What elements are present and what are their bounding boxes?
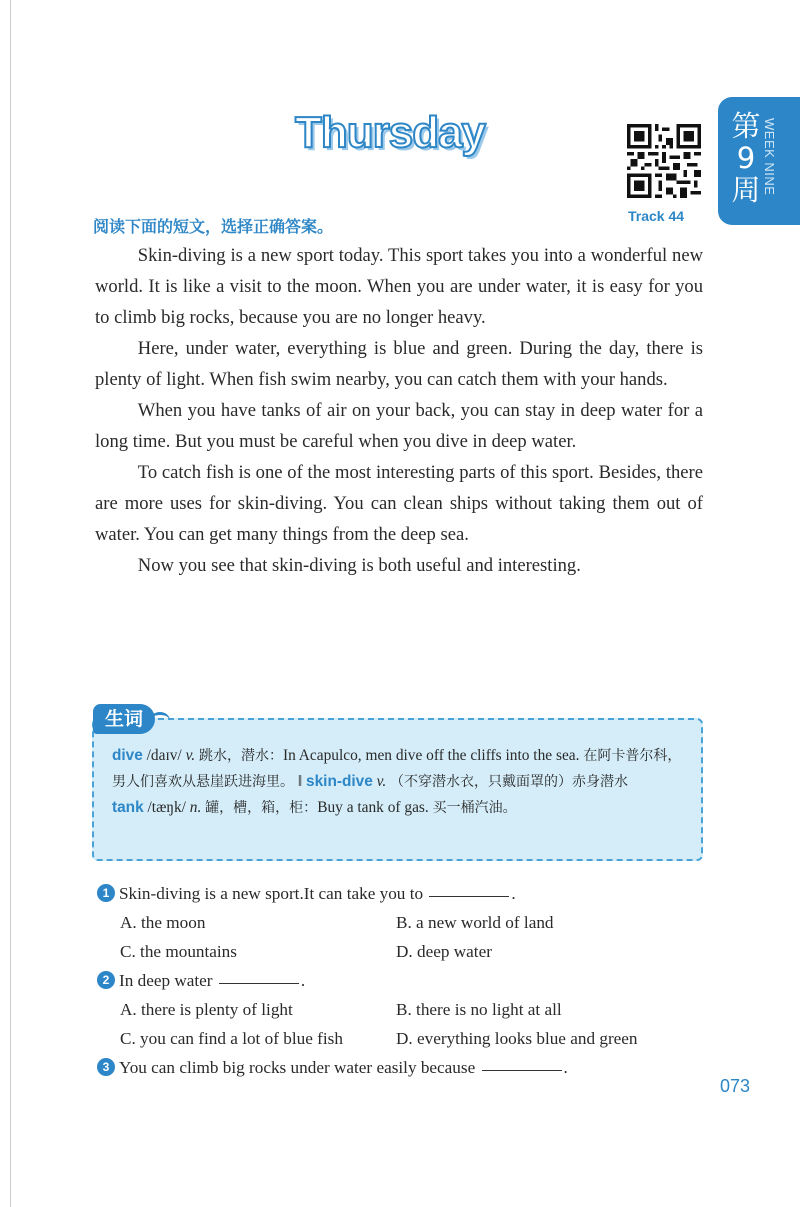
vocab-meaning: 跳水，潜水： bbox=[198, 748, 283, 764]
question-text: In deep water bbox=[119, 971, 213, 990]
passage-paragraph: When you have tanks of air on your back, you can stay in deep water for a long time. But you must be careful when you dive in deep water. bbox=[95, 400, 703, 452]
question-text-end: . bbox=[563, 1058, 568, 1077]
question-number: 1 bbox=[97, 884, 115, 902]
vocab-entry-tank bbox=[112, 795, 692, 821]
vocab-sub-pos: v. bbox=[376, 773, 387, 790]
vocab-sub-meaning: （不穿潜水衣，只戴面罩的）赤身潜水 bbox=[390, 774, 629, 790]
margin-line bbox=[10, 0, 11, 1207]
passage-paragraph: Now you see that skin-diving is both useful and interesting. bbox=[137, 555, 581, 576]
instruction: 阅读下面的短文，选择正确答案。 bbox=[93, 217, 334, 236]
question-number: 3 bbox=[97, 1058, 115, 1076]
answer-blank[interactable] bbox=[429, 895, 509, 897]
vocab-meaning: 罐，槽，箱，柜： bbox=[205, 800, 318, 816]
vocab-example-translation: 买一桶汽油。 bbox=[432, 800, 517, 816]
week-tab-en: WEEK NINE bbox=[762, 118, 777, 196]
vocab-example: Buy a tank of gas. bbox=[317, 799, 429, 816]
option-b[interactable]: B. there is no light at all bbox=[396, 1000, 562, 1019]
option-b[interactable]: B. a new world of land bbox=[396, 913, 554, 932]
vocabulary-entries bbox=[112, 743, 692, 821]
vocab-separator: ‖ bbox=[297, 773, 303, 790]
option-d[interactable]: D. deep water bbox=[396, 942, 492, 961]
question-2 bbox=[97, 971, 305, 991]
option-a[interactable]: A. there is plenty of light bbox=[120, 1000, 293, 1019]
passage-paragraph: To catch fish is one of the most interesting parts of this sport. Besides, there are more uses for skin-diving. You can clean ships without taking them out of water. You can get many things from the deep sea. bbox=[95, 462, 703, 545]
week-tab-cn: 第9周 bbox=[731, 109, 761, 207]
question-text-end: . bbox=[300, 971, 306, 990]
question-text: You can climb big rocks under water easily because bbox=[119, 1058, 476, 1077]
vocab-example: In Acapulco, men dive off the cliffs into the sea. bbox=[282, 747, 580, 764]
vocabulary-tag-flourish bbox=[150, 712, 170, 729]
answer-blank[interactable] bbox=[482, 1069, 562, 1071]
vocab-phonetic: /tæŋk/ bbox=[147, 799, 186, 816]
reading-passage bbox=[95, 240, 703, 581]
option-d[interactable]: D. everything looks blue and green bbox=[396, 1029, 638, 1048]
question-1 bbox=[97, 884, 516, 904]
option-c[interactable]: C. you can find a lot of blue fish bbox=[120, 1029, 343, 1048]
vocab-pos: v. bbox=[185, 747, 196, 764]
vocab-word: dive bbox=[112, 747, 143, 764]
question-number: 2 bbox=[97, 971, 115, 989]
vocab-phonetic: /daɪv/ bbox=[146, 747, 182, 764]
vocabulary-tag: 生词 bbox=[93, 704, 155, 734]
passage-paragraph: Skin-diving is a new sport today. This sport takes you into a wonderful new world. It is like a visit to the moon. When you are under water, it is easy for you to climb big rocks, because you are no longer heavy. bbox=[95, 245, 703, 328]
vocab-entry-dive bbox=[112, 743, 692, 795]
question-3 bbox=[97, 1058, 568, 1078]
vocab-pos: n. bbox=[189, 799, 202, 816]
vocab-sub-word: skin-dive bbox=[306, 773, 373, 790]
vocab-example-translation: 在阿卡普尔科，男人们喜欢从悬崖跃进海里。 bbox=[112, 748, 682, 790]
page-title: Thursday bbox=[294, 108, 486, 157]
option-c[interactable]: C. the mountains bbox=[120, 942, 237, 961]
track-label: Track 44 bbox=[628, 208, 685, 224]
qr-code-icon bbox=[627, 124, 701, 198]
vocab-word: tank bbox=[112, 799, 144, 816]
passage-paragraph: Here, under water, everything is blue and green. During the day, there is plenty of light. When fish swim nearby, you can catch them with your hands. bbox=[95, 338, 703, 390]
question-text: Skin-diving is a new sport.It can take you to bbox=[119, 884, 424, 903]
option-a[interactable]: A. the moon bbox=[120, 913, 206, 932]
answer-blank[interactable] bbox=[219, 982, 299, 984]
question-text-end: . bbox=[511, 884, 516, 903]
page-number: 073 bbox=[720, 1076, 751, 1096]
